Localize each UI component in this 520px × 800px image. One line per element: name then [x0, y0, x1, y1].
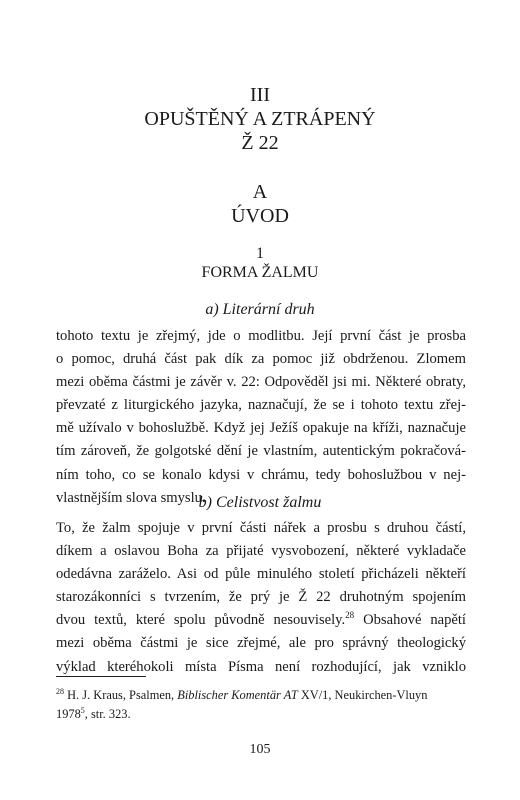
- paragraph-integrity: [56, 517, 466, 679]
- text-line: starozákonníci s tvrzením, že prý je Ž 22 druhotným spojením: [56, 589, 466, 606]
- subsection-heading-b: b) Celistvost žalmu: [198, 494, 322, 511]
- footnote-marker: 28: [56, 686, 64, 696]
- subsection-heading-a: a) Literární druh: [205, 301, 315, 318]
- footnote-pages: , str. 323.: [84, 707, 131, 721]
- chapter-psalm: Ž 22: [241, 132, 279, 154]
- footnote-divider: [56, 676, 146, 677]
- footnote-year: 1978: [56, 707, 81, 721]
- footnote-series: Biblischer Komentär AT: [177, 688, 298, 702]
- text-line: tohoto textu je zřejmý, jde o modlitbu. Její první část je prosba: [56, 328, 466, 344]
- part-title: ÚVOD: [231, 205, 289, 227]
- section-number: 1: [256, 245, 264, 262]
- chapter-title: OPUŠTĚNÝ A ZTRÁPENÝ: [144, 108, 376, 130]
- text-line: [56, 609, 466, 632]
- text-segment: dvou textů, které spolu původně nesouvisely.: [56, 612, 346, 629]
- footnote-edition: 5: [80, 705, 85, 715]
- text-line: To, že žalm spojuje v první části nářek a prosbu s druhou částí,: [56, 520, 466, 536]
- part-letter: A: [252, 181, 268, 203]
- text-line: výklad kteréhokoli místa Písma není rozhodující, jak vzniklo: [56, 658, 466, 675]
- footnote-line: [56, 686, 466, 705]
- text-line: odedávna zaráželo. Asi od půle minulého století přicházeli někteří: [56, 566, 466, 583]
- footnote-volume: XV/1, Neukirchen-Vluyn: [297, 688, 428, 702]
- text-line: mě užívalo v bohoslužbě. Když jej Ježíš opakuje na kříži, naznačuje: [56, 420, 466, 437]
- text-line: o pomoc, druhá část pak dík za pomoc již obdrženou. Zlomem: [56, 351, 466, 368]
- paragraph-literary-genre: [56, 325, 466, 510]
- footnote-line: [56, 705, 466, 724]
- text-line: tím zároveň, že golgotské dění je vlastním, autentickým pokračová-: [56, 443, 466, 460]
- footnote: [56, 686, 466, 724]
- page-number: 105: [249, 742, 271, 757]
- text-line: mezi oběma částmi je závěr v. 22: Odpověděl jsi mi. Některé obraty,: [56, 374, 466, 391]
- text-line: převzaté z liturgického jazyka, naznačují, že se i tohoto textu zřej-: [56, 397, 466, 414]
- text-line: mezi oběma částmi je sice zřejmé, ale pro správný theologický: [56, 635, 466, 652]
- footnote-reference[interactable]: 28: [345, 610, 355, 621]
- text-line: vlastnějším slova smyslu.: [56, 489, 206, 506]
- text-line: díkem a oslavou Boha za přijaté vysvobození, některé vykladače: [56, 543, 466, 560]
- section-title: FORMA ŽALMU: [201, 264, 319, 281]
- text-line: ním toho, co se konalo kdysi v chrámu, tedy bohoslužbou v nej-: [56, 466, 466, 483]
- footnote-author: H. J. Kraus, Psalmen,: [67, 688, 178, 702]
- text-segment: Obsahové napětí: [354, 612, 466, 629]
- chapter-number: III: [250, 84, 270, 106]
